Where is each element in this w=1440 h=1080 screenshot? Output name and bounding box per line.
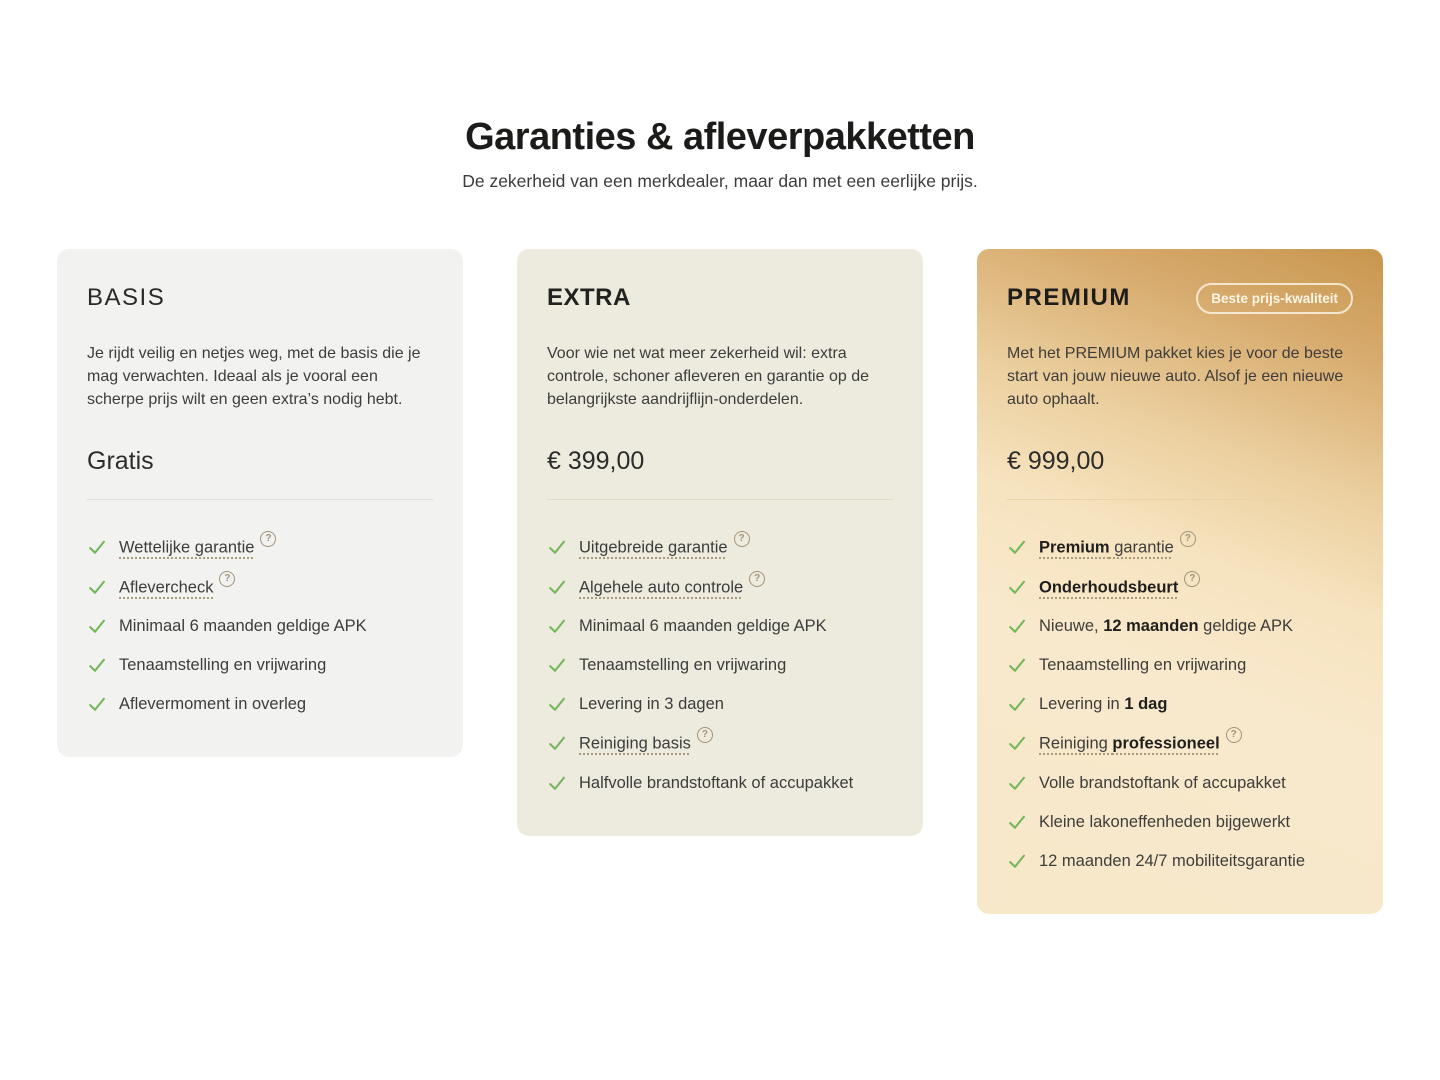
feature-text bbox=[119, 654, 326, 676]
feature-item bbox=[87, 693, 433, 715]
feature-text bbox=[1039, 572, 1200, 599]
card-title-basis: BASIS bbox=[87, 284, 166, 311]
card-description: Voor wie net wat meer zekerheid wil: extra controle, schoner afleveren en garantie op de belangrijkste aandrijflijn-onderdelen. bbox=[547, 345, 869, 408]
card-divider bbox=[87, 499, 433, 500]
check-icon bbox=[1007, 733, 1027, 753]
feature-term[interactable] bbox=[1039, 539, 1174, 557]
check-icon bbox=[87, 655, 107, 675]
help-icon[interactable]: ? bbox=[697, 727, 713, 743]
feature-segment: Kleine lakoneffenheden bijgewerkt bbox=[1039, 812, 1291, 831]
feature-segment: Uitgebreide garantie bbox=[579, 538, 728, 557]
feature-text bbox=[579, 729, 713, 755]
card-basis bbox=[57, 249, 463, 757]
feature-item bbox=[87, 572, 433, 599]
check-icon bbox=[547, 655, 567, 675]
package-cards bbox=[57, 249, 1383, 914]
feature-segment: Wettelijke garantie bbox=[119, 538, 255, 557]
feature-item bbox=[87, 654, 433, 676]
feature-list bbox=[1007, 533, 1353, 872]
check-icon bbox=[547, 733, 567, 753]
feature-segment: 12 maanden bbox=[1103, 617, 1199, 635]
feature-text bbox=[579, 572, 765, 599]
feature-item bbox=[1007, 572, 1353, 599]
feature-item bbox=[1007, 729, 1353, 755]
check-icon bbox=[547, 577, 567, 597]
feature-segment: 12 maanden 24/7 mobiliteitsgarantie bbox=[1039, 851, 1306, 870]
feature-text bbox=[119, 572, 235, 599]
help-icon[interactable]: ? bbox=[1180, 531, 1196, 547]
feature-text bbox=[579, 533, 750, 559]
check-icon bbox=[87, 616, 107, 636]
feature-text bbox=[1039, 693, 1167, 715]
feature-segment: Aflevercheck bbox=[119, 578, 214, 596]
feature-segment: Onderhoudsbeurt bbox=[1039, 578, 1179, 596]
check-icon bbox=[87, 694, 107, 714]
feature-segment: Levering in 3 dagen bbox=[579, 695, 724, 713]
help-icon[interactable]: ? bbox=[219, 571, 235, 587]
check-icon bbox=[1007, 773, 1027, 793]
help-icon[interactable]: ? bbox=[260, 531, 276, 547]
feature-item bbox=[547, 572, 893, 599]
feature-segment: Reiniging bbox=[1039, 734, 1113, 753]
card-header bbox=[547, 281, 893, 315]
check-icon bbox=[1007, 694, 1027, 714]
feature-segment: Volle brandstoftank of accupakket bbox=[1039, 773, 1286, 792]
card-price: € 399,00 bbox=[547, 447, 645, 475]
feature-list bbox=[87, 533, 433, 715]
check-icon bbox=[1007, 851, 1027, 871]
feature-term[interactable] bbox=[579, 735, 691, 753]
help-icon[interactable]: ? bbox=[1226, 727, 1242, 743]
feature-segment: Premium bbox=[1039, 538, 1110, 557]
feature-term[interactable] bbox=[579, 578, 743, 596]
card-divider bbox=[1007, 499, 1353, 500]
feature-item bbox=[547, 693, 893, 715]
check-icon bbox=[1007, 537, 1027, 557]
card-premium bbox=[977, 249, 1383, 914]
feature-segment: Halfvolle brandstoftank of accupakket bbox=[579, 773, 854, 792]
check-icon bbox=[547, 773, 567, 793]
feature-segment: 1 dag bbox=[1124, 695, 1168, 713]
check-icon bbox=[87, 577, 107, 597]
feature-segment: professioneel bbox=[1112, 734, 1220, 753]
check-icon bbox=[547, 537, 567, 557]
feature-text bbox=[1039, 850, 1305, 872]
feature-text bbox=[1039, 811, 1290, 833]
feature-item bbox=[1007, 811, 1353, 833]
feature-text bbox=[1039, 615, 1293, 637]
card-title-extra: EXTRA bbox=[547, 284, 631, 311]
feature-item bbox=[87, 615, 433, 637]
best-value-badge: Beste prijs-kwaliteit bbox=[1196, 283, 1353, 314]
feature-item bbox=[547, 729, 893, 755]
feature-text bbox=[119, 615, 367, 637]
card-header bbox=[1007, 281, 1353, 315]
feature-text bbox=[1039, 654, 1246, 676]
feature-segment: Aflevermoment in overleg bbox=[119, 695, 307, 713]
feature-segment: Tenaamstelling en vrijwaring bbox=[1039, 656, 1247, 674]
feature-segment: Nieuwe, bbox=[1039, 617, 1104, 635]
feature-text bbox=[119, 533, 276, 559]
card-price: Gratis bbox=[87, 447, 154, 475]
feature-text bbox=[579, 615, 827, 637]
feature-term[interactable] bbox=[1039, 578, 1178, 596]
card-price: € 999,00 bbox=[1007, 447, 1105, 475]
feature-text bbox=[1039, 772, 1286, 794]
feature-item bbox=[547, 533, 893, 559]
page-subtitle: De zekerheid van een merkdealer, maar dan met een eerlijke prijs. bbox=[462, 171, 978, 191]
feature-item bbox=[1007, 654, 1353, 676]
feature-item bbox=[1007, 850, 1353, 872]
feature-segment: Reiniging basis bbox=[579, 734, 691, 753]
feature-term[interactable] bbox=[119, 539, 254, 557]
feature-segment: geldige APK bbox=[1198, 617, 1294, 635]
feature-item bbox=[1007, 772, 1353, 794]
feature-segment: garantie bbox=[1109, 538, 1174, 557]
check-icon bbox=[1007, 812, 1027, 832]
feature-text bbox=[579, 772, 853, 794]
feature-item bbox=[87, 533, 433, 559]
feature-text bbox=[1039, 729, 1242, 755]
feature-term[interactable] bbox=[119, 578, 213, 596]
help-icon[interactable]: ? bbox=[734, 531, 750, 547]
card-extra bbox=[517, 249, 923, 836]
check-icon bbox=[547, 694, 567, 714]
feature-list bbox=[547, 533, 893, 794]
feature-item bbox=[1007, 615, 1353, 637]
section-header bbox=[0, 0, 1440, 192]
feature-item bbox=[1007, 693, 1353, 715]
feature-item bbox=[547, 615, 893, 637]
check-icon bbox=[1007, 577, 1027, 597]
feature-segment: Tenaamstelling en vrijwaring bbox=[119, 656, 327, 674]
check-icon bbox=[547, 616, 567, 636]
feature-segment: Minimaal 6 maanden geldige APK bbox=[579, 617, 827, 635]
feature-item bbox=[1007, 533, 1353, 559]
help-icon[interactable]: ? bbox=[749, 571, 765, 587]
feature-segment: Algehele auto controle bbox=[579, 578, 744, 596]
help-icon[interactable]: ? bbox=[1184, 571, 1200, 587]
check-icon bbox=[1007, 616, 1027, 636]
card-description: Je rijdt veilig en netjes weg, met de basis die je mag verwachten. Ideaal als je vooral een scherpe prijs wilt en geen extra’s nodig hebt. bbox=[87, 345, 421, 408]
card-header bbox=[87, 281, 433, 315]
card-title-premium: PREMIUM bbox=[1007, 284, 1131, 311]
feature-item bbox=[547, 654, 893, 676]
card-description: Met het PREMIUM pakket kies je voor de beste start van jouw nieuwe auto. Alsof je een nieuwe auto ophaalt. bbox=[1007, 345, 1344, 408]
feature-term[interactable] bbox=[1039, 735, 1220, 753]
feature-text bbox=[579, 693, 724, 715]
feature-term[interactable] bbox=[579, 539, 728, 557]
feature-item bbox=[547, 772, 893, 794]
feature-segment: Tenaamstelling en vrijwaring bbox=[579, 656, 787, 674]
card-divider bbox=[547, 499, 893, 500]
check-icon bbox=[1007, 655, 1027, 675]
check-icon bbox=[87, 537, 107, 557]
feature-text bbox=[579, 654, 786, 676]
feature-segment: Minimaal 6 maanden geldige APK bbox=[119, 617, 367, 635]
page-title: Garanties & afleverpakketten bbox=[465, 116, 975, 158]
feature-text bbox=[1039, 533, 1196, 559]
feature-text bbox=[119, 693, 306, 715]
feature-segment: Levering in bbox=[1039, 695, 1125, 713]
